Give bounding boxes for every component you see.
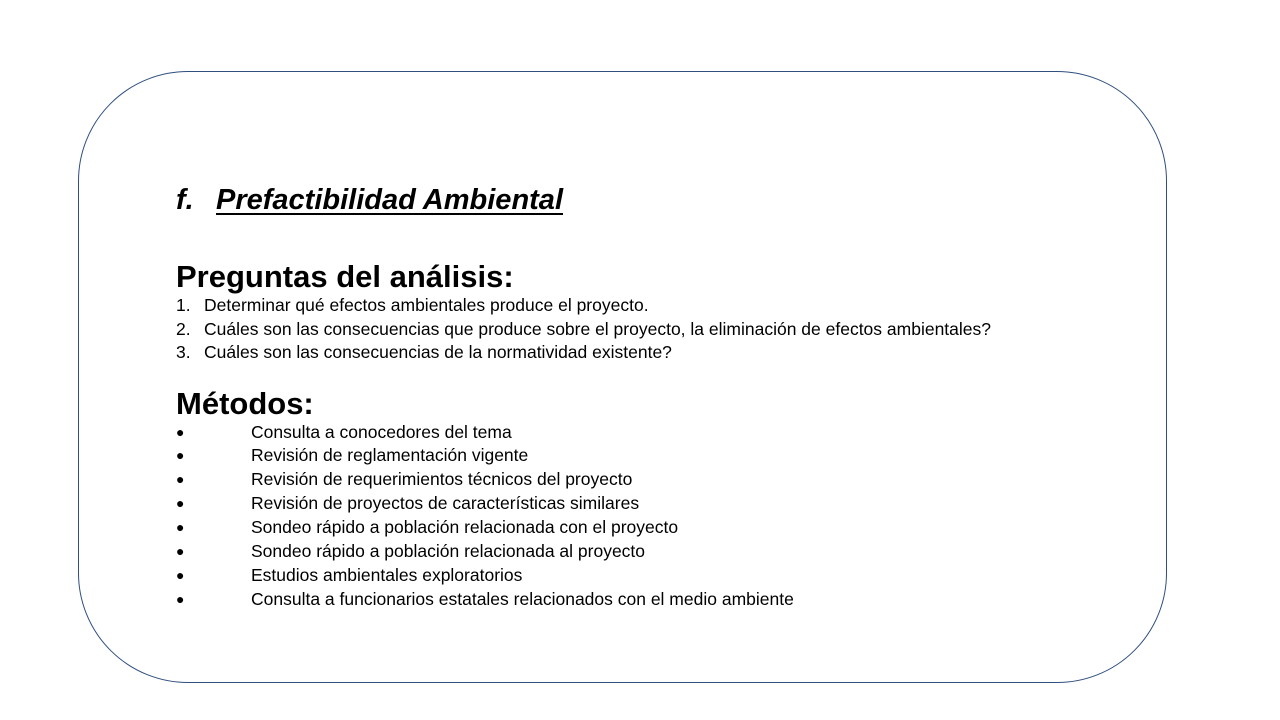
metodo-text: Revisión de requerimientos técnicos del proyecto [251,469,633,490]
section-title-text: Prefactibilidad Ambiental [216,184,563,216]
bullet-icon: ● [176,519,185,536]
section-title [176,180,1166,220]
metodo-item [176,564,1166,588]
pregunta-item [176,294,1166,318]
pregunta-number: 3. [176,342,191,362]
metodo-text: Sondeo rápido a población relacionada con el proyecto [251,517,679,538]
bullet-icon: ● [176,471,185,488]
metodo-item [176,516,1166,540]
metodo-text: Revisión de reglamentación vigente [251,445,529,466]
pregunta-text: Determinar qué efectos ambientales produce el proyecto. [204,295,649,315]
section-letter: f. [176,184,194,216]
metodo-item [176,468,1166,492]
metodo-text: Revisión de proyectos de características similares [251,493,640,514]
pregunta-number: 1. [176,295,191,315]
pregunta-number: 2. [176,318,191,339]
metodo-item [176,421,1166,445]
pregunta-text: Cuáles son las consecuencias que produce sobre el proyecto, la eliminación de efectos ambientales? [204,318,991,339]
bullet-icon: ● [176,566,185,583]
metodos-list [176,421,1166,612]
bullet-icon: ● [176,423,185,440]
metodo-item [176,444,1166,468]
preguntas-list [176,294,1166,365]
metodo-item [176,588,1166,612]
slide-content [176,180,1166,612]
metodos-heading: Métodos: [176,385,314,421]
metodo-text: Estudios ambientales exploratorios [251,564,523,585]
metodo-item [176,540,1166,564]
metodo-text: Consulta a funcionarios estatales relacionados con el medio ambiente [251,588,794,609]
pregunta-item [176,341,1166,365]
metodo-text: Sondeo rápido a población relacionada al proyecto [251,541,646,562]
bullet-icon: ● [176,495,185,512]
bullet-icon: ● [176,543,185,560]
metodo-item [176,492,1166,516]
bullet-icon: ● [176,447,185,464]
pregunta-text: Cuáles son las consecuencias de la normatividad existente? [204,342,672,362]
preguntas-heading: Preguntas del análisis: [176,259,514,294]
bullet-icon: ● [176,590,185,607]
pregunta-item [176,318,1166,342]
metodo-text: Consulta a conocedores del tema [251,421,512,442]
